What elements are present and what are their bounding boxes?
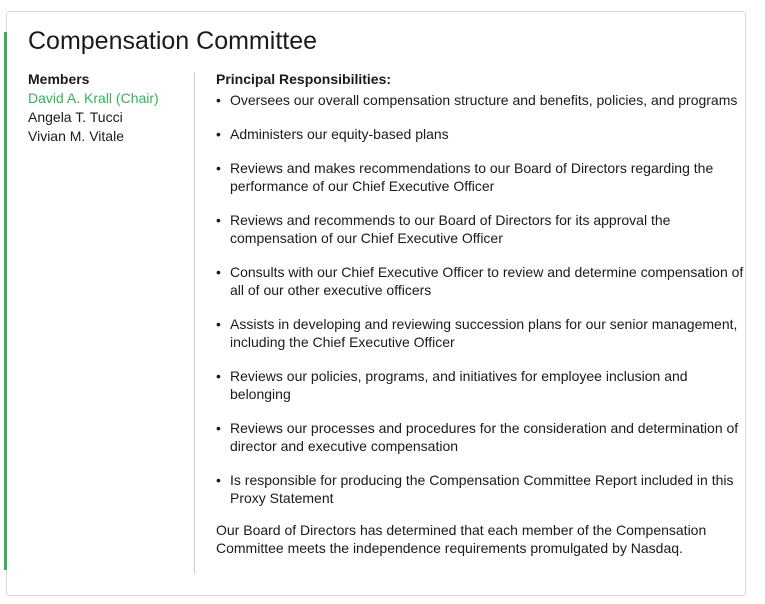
bullet-icon: • — [216, 368, 221, 384]
list-item — [216, 159, 746, 195]
responsibilities-heading: Principal Responsibilities: — [216, 71, 392, 87]
list-item-text: Reviews and recommends to our Board of Directors for its approval the compensation of our Chief Executive Officer — [230, 212, 671, 246]
list-item-text: Consults with our Chief Executive Officer to review and determine compensation of all of our other executive officers — [230, 264, 744, 298]
list-item — [216, 263, 746, 299]
list-item-text: Is responsible for producing the Compensation Committee Report included in this Proxy Statement — [230, 472, 734, 506]
bullet-icon: • — [216, 472, 221, 488]
list-item-text: Administers our equity-based plans — [230, 126, 449, 142]
list-item-text: Reviews our processes and procedures for the consideration and determination of director and executive compensation — [230, 420, 739, 454]
bullet-icon: • — [216, 212, 221, 228]
list-item — [216, 471, 746, 507]
member-chair: David A. Krall (Chair) — [28, 90, 159, 106]
independence-statement: Our Board of Directors has determined that each member of the Compensation Committee meets the independence requirements promulgated by Nasdaq. — [216, 522, 707, 556]
bullet-icon: • — [216, 420, 221, 436]
list-item — [216, 419, 746, 455]
column-divider — [194, 72, 195, 574]
bullet-icon: • — [216, 92, 221, 108]
list-item — [216, 367, 746, 403]
bullet-icon: • — [216, 126, 221, 142]
members-heading: Members — [28, 71, 90, 87]
list-item — [216, 315, 746, 351]
list-item-text: Reviews and makes recommendations to our Board of Directors regarding the performance of our Chief Executive Officer — [230, 160, 714, 194]
members-section — [28, 70, 188, 146]
responsibilities-section — [216, 70, 746, 557]
bullet-icon: • — [216, 264, 221, 280]
list-item-text: Oversees our overall compensation structure and benefits, policies, and programs — [230, 92, 738, 108]
member: Vivian M. Vitale — [28, 128, 124, 144]
list-item — [216, 91, 746, 109]
accent-bar — [4, 32, 7, 570]
bullet-icon: • — [216, 160, 221, 176]
list-item — [216, 125, 746, 143]
page-title: Compensation Committee — [28, 27, 318, 55]
list-item-text: Reviews our policies, programs, and initiatives for employee inclusion and belonging — [230, 368, 688, 402]
list-item-text: Assists in developing and reviewing succession plans for our senior management, including the Chief Executive Officer — [230, 316, 738, 350]
responsibilities-list — [216, 91, 746, 507]
list-item — [216, 211, 746, 247]
member: Angela T. Tucci — [28, 109, 123, 125]
bullet-icon: • — [216, 316, 221, 332]
